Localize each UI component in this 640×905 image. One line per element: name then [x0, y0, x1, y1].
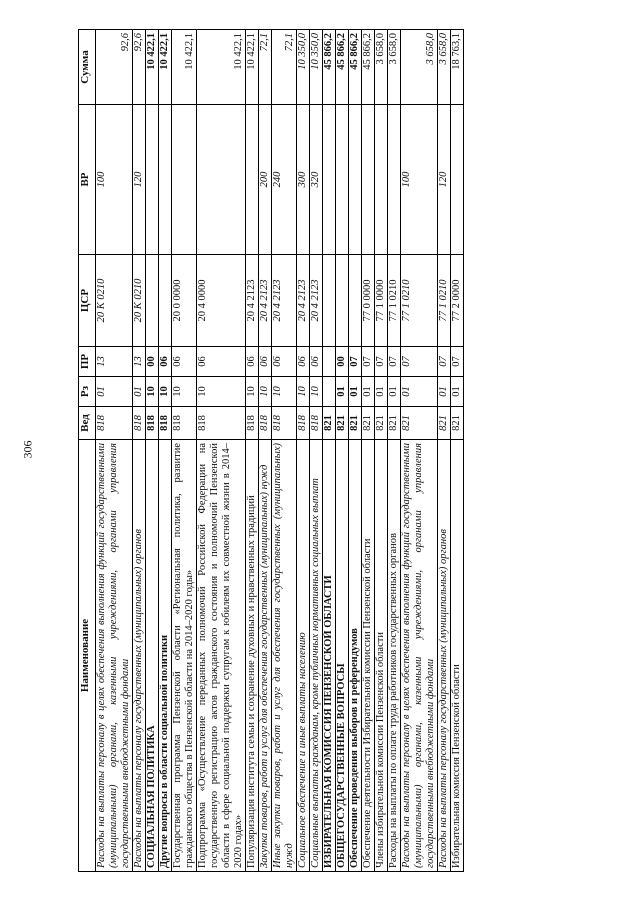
header-ved: Вед — [79, 407, 96, 440]
table-body — [96, 30, 464, 872]
cell-name: СОЦИАЛЬНАЯ ПОЛИТИКА — [146, 440, 159, 872]
cell-csr: 20 4 2123 — [310, 255, 323, 347]
cell-rz: 10 — [246, 377, 259, 407]
cell-vr — [323, 105, 336, 255]
cell-sum: 10 422,1 — [197, 30, 246, 105]
cell-vr — [159, 105, 172, 255]
table-row — [297, 30, 310, 872]
cell-pr: 06 — [159, 347, 172, 377]
table-row — [272, 30, 297, 872]
cell-csr: 20 4 2123 — [297, 255, 310, 347]
cell-pr: 06 — [310, 347, 323, 377]
cell-pr: 06 — [246, 347, 259, 377]
cell-ved: 821 — [451, 407, 464, 440]
cell-ved: 818 — [146, 407, 159, 440]
cell-csr: 77 0 0000 — [362, 255, 375, 347]
cell-sum: 3 658,0 — [375, 30, 388, 105]
cell-name: Обеспечение деятельности Избирательной комиссии Пензенской области — [362, 440, 375, 872]
cell-name: Обеспечение проведения выборов и референдумов — [349, 440, 362, 872]
table-row — [310, 30, 323, 872]
cell-pr: 06 — [259, 347, 272, 377]
cell-ved: 821 — [362, 407, 375, 440]
header-vr: ВР — [79, 105, 96, 255]
cell-sum: 72,1 — [272, 30, 297, 105]
table-row — [146, 30, 159, 872]
budget-table-container — [78, 30, 598, 872]
cell-rz — [323, 377, 336, 407]
cell-sum: 72,1 — [259, 30, 272, 105]
table-row — [323, 30, 336, 872]
page-number: 306 — [20, 440, 35, 459]
table-row — [197, 30, 246, 872]
cell-sum: 10 422,1 — [172, 30, 197, 105]
cell-sum: 10 422,1 — [159, 30, 172, 105]
cell-sum: 10 350,0 — [310, 30, 323, 105]
cell-name: Закупка товаров, работ и услуг для обеспечения государственных (муниципальных) нужд — [259, 440, 272, 872]
header-name: Наименование — [79, 440, 96, 872]
header-csr: ЦСР — [79, 255, 96, 347]
table-row — [172, 30, 197, 872]
cell-vr: 100 — [96, 105, 133, 255]
cell-sum: 18 763,1 — [451, 30, 464, 105]
cell-sum: 10 350,0 — [297, 30, 310, 105]
cell-vr — [197, 105, 246, 255]
cell-rz: 01 — [96, 377, 133, 407]
table-row — [401, 30, 438, 872]
cell-name: Иные закупки товаров, работ и услуг для обеспечения государственных (муниципальных) нужд — [272, 440, 297, 872]
cell-rz: 01 — [451, 377, 464, 407]
cell-pr: 06 — [197, 347, 246, 377]
cell-csr: 77 1 0210 — [438, 255, 451, 347]
cell-pr: 07 — [375, 347, 388, 377]
cell-name: Расходы на выплаты по оплате труда работников государственных органов — [388, 440, 401, 872]
cell-ved: 818 — [297, 407, 310, 440]
cell-csr: 20 4 2123 — [246, 255, 259, 347]
cell-vr: 240 — [272, 105, 297, 255]
cell-pr — [323, 347, 336, 377]
cell-pr: 07 — [438, 347, 451, 377]
cell-vr: 300 — [297, 105, 310, 255]
table-row — [388, 30, 401, 872]
cell-rz: 01 — [133, 377, 146, 407]
cell-vr — [375, 105, 388, 255]
header-pr: ПР — [79, 347, 96, 377]
cell-ved: 818 — [246, 407, 259, 440]
header-rz: Рз — [79, 377, 96, 407]
cell-ved: 821 — [349, 407, 362, 440]
cell-name: Другие вопросы в области социальной политики — [159, 440, 172, 872]
cell-pr: 13 — [133, 347, 146, 377]
table-row — [375, 30, 388, 872]
cell-sum: 45 866,2 — [323, 30, 336, 105]
cell-name: Расходы на выплаты персоналу государственных (муниципальных) органов — [438, 440, 451, 872]
cell-vr — [362, 105, 375, 255]
cell-csr — [349, 255, 362, 347]
cell-pr: 00 — [146, 347, 159, 377]
cell-rz: 01 — [388, 377, 401, 407]
table-row — [362, 30, 375, 872]
cell-vr: 100 — [401, 105, 438, 255]
cell-csr: 20 К 0210 — [96, 255, 133, 347]
cell-rz: 10 — [272, 377, 297, 407]
cell-sum: 92,6 — [133, 30, 146, 105]
cell-vr — [146, 105, 159, 255]
cell-ved: 821 — [375, 407, 388, 440]
cell-vr — [172, 105, 197, 255]
cell-rz: 10 — [310, 377, 323, 407]
cell-vr: 120 — [133, 105, 146, 255]
cell-pr: 06 — [172, 347, 197, 377]
cell-csr — [336, 255, 349, 347]
cell-ved: 818 — [172, 407, 197, 440]
cell-name: Подпрограмма «Осуществление переданных полномочий Российской Федерации на государственную регистрацию актов гражданского состояния и полномочий Пензенской области в сфере социальной поддержки супругам к юбилеям их совместной жизни в 2014–2020 годах» — [197, 440, 246, 872]
cell-rz: 01 — [401, 377, 438, 407]
cell-name: ОБЩЕГОСУДАРСТВЕННЫЕ ВОПРОСЫ — [336, 440, 349, 872]
cell-vr — [451, 105, 464, 255]
cell-csr: 77 2 0000 — [451, 255, 464, 347]
cell-csr: 20 4 2123 — [272, 255, 297, 347]
cell-vr: 200 — [259, 105, 272, 255]
cell-rz: 01 — [438, 377, 451, 407]
cell-pr: 07 — [362, 347, 375, 377]
cell-sum: 10 422,1 — [146, 30, 159, 105]
table-row — [451, 30, 464, 872]
cell-ved: 821 — [438, 407, 451, 440]
cell-ved: 818 — [259, 407, 272, 440]
cell-rz: 10 — [159, 377, 172, 407]
cell-csr — [146, 255, 159, 347]
cell-rz: 01 — [349, 377, 362, 407]
cell-sum: 45 866,2 — [336, 30, 349, 105]
cell-sum: 3 658,0 — [388, 30, 401, 105]
cell-sum: 3 658,0 — [438, 30, 451, 105]
cell-name: ИЗБИРАТЕЛЬНАЯ КОМИССИЯ ПЕНЗЕНСКОЙ ОБЛАСТИ — [323, 440, 336, 872]
cell-csr: 77 1 0210 — [401, 255, 438, 347]
cell-csr: 20 0 0000 — [172, 255, 197, 347]
cell-rz: 10 — [297, 377, 310, 407]
table-row — [259, 30, 272, 872]
cell-name: Популяризация института семьи и сохранение духовных и нравственных традиций — [246, 440, 259, 872]
cell-ved: 818 — [96, 407, 133, 440]
table-row — [159, 30, 172, 872]
table-row — [96, 30, 133, 872]
cell-ved: 821 — [388, 407, 401, 440]
cell-pr: 06 — [272, 347, 297, 377]
cell-name: Члены избирательной комиссии Пензенской области — [375, 440, 388, 872]
cell-csr: 20 4 2123 — [259, 255, 272, 347]
table-row — [336, 30, 349, 872]
cell-name: Расходы на выплаты персоналу государственных (муниципальных) органов — [133, 440, 146, 872]
cell-pr: 00 — [336, 347, 349, 377]
table-header-row — [79, 30, 96, 872]
cell-sum: 45 866,2 — [362, 30, 375, 105]
cell-name: Государственная программа Пензенской области «Региональная политика, развитие гражданского общества в Пензенской области на 2014–2020 годы» — [172, 440, 197, 872]
cell-vr — [246, 105, 259, 255]
table-row — [246, 30, 259, 872]
cell-pr: 13 — [96, 347, 133, 377]
cell-ved: 818 — [159, 407, 172, 440]
cell-name: Расходы на выплаты персоналу в целях обеспечения выполнения функций государственными (муниципальными) органами, казенными учреждениями, органами управления государственными внебюджетными фондами — [96, 440, 133, 872]
cell-pr: 07 — [388, 347, 401, 377]
cell-pr: 07 — [401, 347, 438, 377]
cell-vr — [336, 105, 349, 255]
cell-name: Социальное обеспечение и иные выплаты населению — [297, 440, 310, 872]
cell-vr — [388, 105, 401, 255]
cell-pr: 06 — [297, 347, 310, 377]
cell-sum: 45 866,2 — [349, 30, 362, 105]
cell-rz: 10 — [259, 377, 272, 407]
cell-csr: 20 4 0000 — [197, 255, 246, 347]
cell-ved: 818 — [272, 407, 297, 440]
cell-sum: 3 658,0 — [401, 30, 438, 105]
cell-vr: 120 — [438, 105, 451, 255]
cell-csr: 77 1 0000 — [375, 255, 388, 347]
cell-rz: 10 — [146, 377, 159, 407]
table-row — [438, 30, 451, 872]
cell-rz: 10 — [197, 377, 246, 407]
cell-ved: 821 — [336, 407, 349, 440]
cell-sum: 92,6 — [96, 30, 133, 105]
cell-rz: 01 — [336, 377, 349, 407]
table-row — [133, 30, 146, 872]
cell-vr — [349, 105, 362, 255]
cell-csr: 20 К 0210 — [133, 255, 146, 347]
cell-rz: 10 — [172, 377, 197, 407]
cell-rz: 01 — [362, 377, 375, 407]
cell-pr: 07 — [349, 347, 362, 377]
cell-vr: 320 — [310, 105, 323, 255]
cell-ved: 821 — [323, 407, 336, 440]
cell-csr — [323, 255, 336, 347]
cell-ved: 818 — [133, 407, 146, 440]
cell-ved: 818 — [310, 407, 323, 440]
table-row — [349, 30, 362, 872]
cell-csr — [159, 255, 172, 347]
cell-ved: 821 — [401, 407, 438, 440]
cell-csr: 77 1 0210 — [388, 255, 401, 347]
cell-name: Избирательная комиссия Пензенской области — [451, 440, 464, 872]
header-sum: Сумма — [79, 30, 96, 105]
cell-ved: 818 — [197, 407, 246, 440]
cell-pr: 07 — [451, 347, 464, 377]
cell-name: Расходы на выплаты персоналу в целях обеспечения выполнения функций государственными (муниципальными) органами, казенными учреждениями, органами управления государственными внебюджетными фондами — [401, 440, 438, 872]
cell-sum: 10 422,1 — [246, 30, 259, 105]
budget-table — [78, 29, 464, 872]
cell-rz: 01 — [375, 377, 388, 407]
cell-name: Социальные выплаты гражданам, кроме публичных нормативных социальных выплат — [310, 440, 323, 872]
